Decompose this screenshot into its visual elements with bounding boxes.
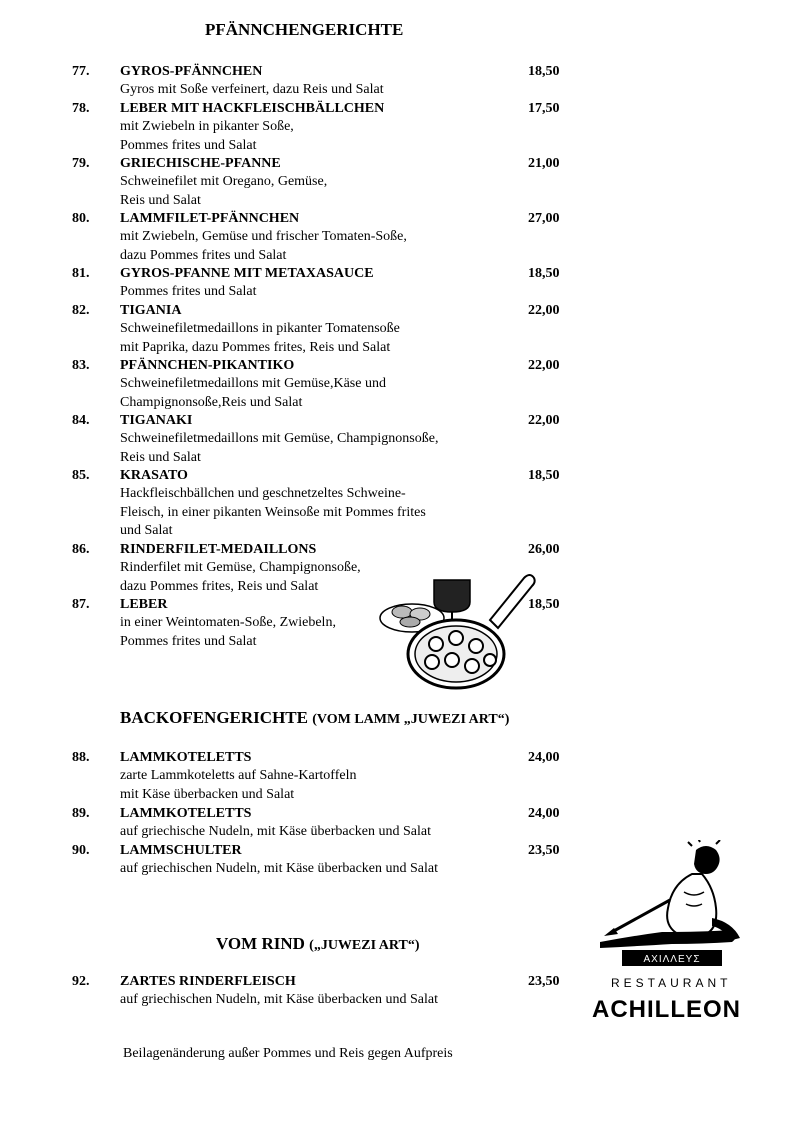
item-number: 79. bbox=[72, 156, 90, 171]
item-price: 22,00 bbox=[528, 413, 560, 428]
item-price: 24,00 bbox=[528, 750, 560, 765]
achilleon-logo-figure bbox=[592, 840, 752, 968]
item-description: Gyros mit Soße verfeinert, dazu Reis und Salat bbox=[120, 82, 384, 98]
item-description: Schweinefilet mit Oregano, Gemüse, Reis und Salat bbox=[120, 174, 328, 208]
item-name: LEBER bbox=[120, 597, 168, 612]
section-title-text: VOM RIND bbox=[216, 934, 305, 953]
item-price: 23,50 bbox=[528, 974, 560, 989]
item-number: 86. bbox=[72, 542, 90, 557]
item-name: LEBER MIT HACKFLEISCHBÄLLCHEN bbox=[120, 101, 385, 116]
item-price: 18,50 bbox=[528, 597, 560, 612]
item-number: 81. bbox=[72, 266, 90, 281]
item-price: 22,00 bbox=[528, 358, 560, 373]
section-title-backofen bbox=[120, 708, 509, 728]
item-number: 83. bbox=[72, 358, 90, 373]
item-description: mit Zwiebeln, Gemüse und frischer Tomaten-Soße, dazu Pommes frites und Salat bbox=[120, 229, 407, 263]
logo-plaque-text: ΑΧΙΛΛΕΥΣ bbox=[643, 954, 701, 965]
item-description: in einer Weintomaten-Soße, Zwiebeln, Pommes frites und Salat bbox=[120, 615, 336, 649]
item-price: 22,00 bbox=[528, 303, 560, 318]
item-name: RINDERFILET-MEDAILLONS bbox=[120, 542, 317, 557]
item-description: mit Zwiebeln in pikanter Soße, Pommes frites und Salat bbox=[120, 119, 294, 153]
section-title-text: BACKOFENGERICHTE bbox=[120, 708, 308, 727]
item-number: 92. bbox=[72, 974, 90, 989]
item-number: 90. bbox=[72, 843, 90, 858]
item-name: LAMMKOTELETTS bbox=[120, 806, 252, 821]
skillet-illustration bbox=[372, 568, 544, 696]
item-description: Schweinefiletmedaillons in pikanter Tomatensoße mit Paprika, dazu Pommes frites, Reis und Salat bbox=[120, 321, 400, 355]
section-subtitle: („JUWEZI ART“) bbox=[309, 938, 420, 953]
section-title-pfannchen: PFÄNNCHENGERICHTE bbox=[205, 20, 404, 39]
item-name: GYROS-PFANNE MIT METAXASAUCE bbox=[120, 266, 374, 281]
footer-note: Beilagenänderung außer Pommes und Reis gegen Aufpreis bbox=[123, 1046, 453, 1061]
item-name: ZARTES RINDERFLEISCH bbox=[120, 974, 296, 989]
item-number: 85. bbox=[72, 468, 90, 483]
item-name: GYROS-PFÄNNCHEN bbox=[120, 64, 263, 79]
item-name: LAMMFILET-PFÄNNCHEN bbox=[120, 211, 300, 226]
item-price: 26,00 bbox=[528, 542, 560, 557]
section-title-rind bbox=[216, 934, 420, 954]
pan-handle bbox=[490, 575, 535, 628]
item-number: 77. bbox=[72, 64, 90, 79]
item-price: 18,50 bbox=[528, 266, 560, 281]
item-number: 87. bbox=[72, 597, 90, 612]
item-description: Rinderfilet mit Gemüse, Champignonsoße, dazu Pommes frites, Reis und Salat bbox=[120, 560, 361, 594]
item-price: 18,50 bbox=[528, 468, 560, 483]
item-description: Schweinefiletmedaillons mit Gemüse,Käse und Champignonsoße,Reis und Salat bbox=[120, 376, 386, 410]
item-name: PFÄNNCHEN-PIKANTIKO bbox=[120, 358, 295, 373]
item-number: 80. bbox=[72, 211, 90, 226]
item-price: 17,50 bbox=[528, 101, 560, 116]
item-name: LAMMSCHULTER bbox=[120, 843, 242, 858]
item-price: 21,00 bbox=[528, 156, 560, 171]
item-number: 88. bbox=[72, 750, 90, 765]
item-price: 24,00 bbox=[528, 806, 560, 821]
item-price: 27,00 bbox=[528, 211, 560, 226]
item-number: 78. bbox=[72, 101, 90, 116]
item-description: auf griechische Nudeln, mit Käse überbacken und Salat bbox=[120, 824, 432, 840]
item-name: LAMMKOTELETTS bbox=[120, 750, 252, 765]
logo-restaurant-text: RESTAURANT bbox=[611, 976, 732, 990]
item-description: Pommes frites und Salat bbox=[120, 284, 257, 300]
item-name: TIGANAKI bbox=[120, 413, 193, 428]
logo-achilleon-text: ACHILLEON bbox=[592, 996, 741, 1023]
item-name: TIGANIA bbox=[120, 303, 182, 318]
wine-glass bbox=[434, 580, 470, 612]
item-number: 84. bbox=[72, 413, 90, 428]
item-name: GRIECHISCHE-PFANNE bbox=[120, 156, 281, 171]
item-description: zarte Lammkoteletts auf Sahne-Kartoffeln mit Käse überbacken und Salat bbox=[120, 768, 357, 802]
item-price: 18,50 bbox=[528, 64, 560, 79]
section-subtitle: (VOM LAMM „JUWEZI ART“) bbox=[312, 712, 510, 727]
item-description: auf griechischen Nudeln, mit Käse überbacken und Salat bbox=[120, 861, 439, 877]
item-description: Hackfleischbällchen und geschnetzeltes Schweine- Fleisch, in einer pikanten Weinsoße mit Pommes frites und Salat bbox=[120, 486, 426, 539]
item-number: 82. bbox=[72, 303, 90, 318]
item-name: KRASATO bbox=[120, 468, 188, 483]
item-price: 23,50 bbox=[528, 843, 560, 858]
item-description: Schweinefiletmedaillons mit Gemüse, Champignonsoße, Reis und Salat bbox=[120, 431, 439, 465]
item-number: 89. bbox=[72, 806, 90, 821]
item-description: auf griechischen Nudeln, mit Käse überbacken und Salat bbox=[120, 992, 439, 1008]
